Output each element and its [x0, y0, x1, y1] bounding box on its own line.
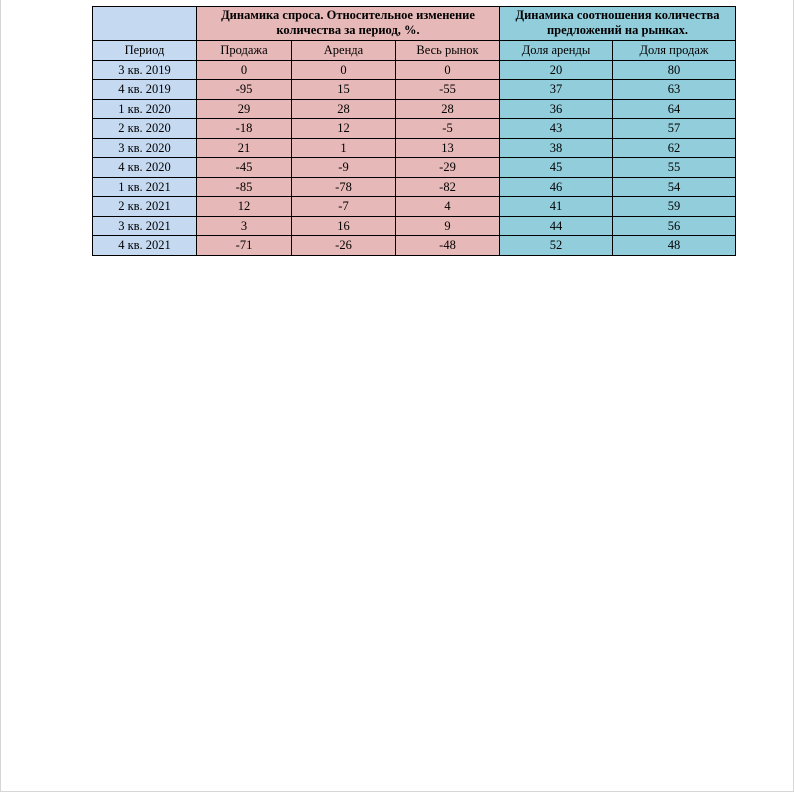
cell-sale-share: 64	[613, 99, 736, 119]
cell-rent-share: 38	[500, 138, 613, 158]
cell-period: 4 кв. 2021	[93, 236, 197, 256]
corner-cell	[93, 7, 197, 41]
cell-rent: -78	[292, 177, 396, 197]
cell-sale: -18	[197, 119, 292, 139]
header-rent-share: Доля аренды	[500, 41, 613, 61]
cell-market: -5	[396, 119, 500, 139]
cell-period: 4 кв. 2019	[93, 80, 197, 100]
cell-sale-share: 57	[613, 119, 736, 139]
cell-period: 2 кв. 2020	[93, 119, 197, 139]
cell-sale-share: 55	[613, 158, 736, 178]
table-row	[93, 60, 736, 80]
cell-market: -29	[396, 158, 500, 178]
cell-rent: 28	[292, 99, 396, 119]
cell-market: 13	[396, 138, 500, 158]
cell-rent-share: 37	[500, 80, 613, 100]
cell-period: 1 кв. 2020	[93, 99, 197, 119]
cell-sale: 12	[197, 197, 292, 217]
cell-sale-share: 59	[613, 197, 736, 217]
cell-market: 28	[396, 99, 500, 119]
cell-rent-share: 46	[500, 177, 613, 197]
cell-sale: 3	[197, 216, 292, 236]
cell-sale-share: 48	[613, 236, 736, 256]
cell-period: 2 кв. 2021	[93, 197, 197, 217]
cell-rent-share: 44	[500, 216, 613, 236]
table-row	[93, 236, 736, 256]
cell-sale-share: 56	[613, 216, 736, 236]
cell-rent-share: 20	[500, 60, 613, 80]
cell-sale-share: 62	[613, 138, 736, 158]
cell-period: 1 кв. 2021	[93, 177, 197, 197]
cell-sale: -45	[197, 158, 292, 178]
cell-market: 0	[396, 60, 500, 80]
cell-rent: 15	[292, 80, 396, 100]
header-sale-share: Доля продаж	[613, 41, 736, 61]
header-rent: Аренда	[292, 41, 396, 61]
header-market: Весь рынок	[396, 41, 500, 61]
cell-rent: 1	[292, 138, 396, 158]
table-row	[93, 216, 736, 236]
cell-period: 3 кв. 2021	[93, 216, 197, 236]
cell-sale: 0	[197, 60, 292, 80]
cell-sale: 29	[197, 99, 292, 119]
demand-table	[92, 6, 736, 256]
table-row	[93, 177, 736, 197]
cell-rent: 0	[292, 60, 396, 80]
cell-sale: -85	[197, 177, 292, 197]
cell-rent: 12	[292, 119, 396, 139]
cell-sale: -95	[197, 80, 292, 100]
cell-rent: -7	[292, 197, 396, 217]
cell-market: -82	[396, 177, 500, 197]
cell-rent-share: 45	[500, 158, 613, 178]
ratio-group-header: Динамика соотношения количества предложений на рынках.	[500, 7, 736, 41]
cell-market: -55	[396, 80, 500, 100]
group-header-row	[93, 7, 736, 41]
demand-group-header: Динамика спроса. Относительное изменение количества за период, %.	[197, 7, 500, 41]
cell-market: -48	[396, 236, 500, 256]
table-row	[93, 99, 736, 119]
column-header-row	[93, 41, 736, 61]
cell-sale-share: 54	[613, 177, 736, 197]
header-period: Период	[93, 41, 197, 61]
cell-rent-share: 41	[500, 197, 613, 217]
cell-rent-share: 52	[500, 236, 613, 256]
cell-sale: -71	[197, 236, 292, 256]
cell-rent-share: 36	[500, 99, 613, 119]
cell-rent: 16	[292, 216, 396, 236]
cell-rent: -26	[292, 236, 396, 256]
cell-rent: -9	[292, 158, 396, 178]
table-row	[93, 119, 736, 139]
cell-period: 3 кв. 2020	[93, 138, 197, 158]
cell-market: 9	[396, 216, 500, 236]
table-row	[93, 197, 736, 217]
table-row	[93, 158, 736, 178]
cell-sale-share: 63	[613, 80, 736, 100]
cell-sale: 21	[197, 138, 292, 158]
cell-sale-share: 80	[613, 60, 736, 80]
cell-period: 3 кв. 2019	[93, 60, 197, 80]
table-row	[93, 138, 736, 158]
cell-rent-share: 43	[500, 119, 613, 139]
table-row	[93, 80, 736, 100]
cell-market: 4	[396, 197, 500, 217]
cell-period: 4 кв. 2020	[93, 158, 197, 178]
header-sale: Продажа	[197, 41, 292, 61]
